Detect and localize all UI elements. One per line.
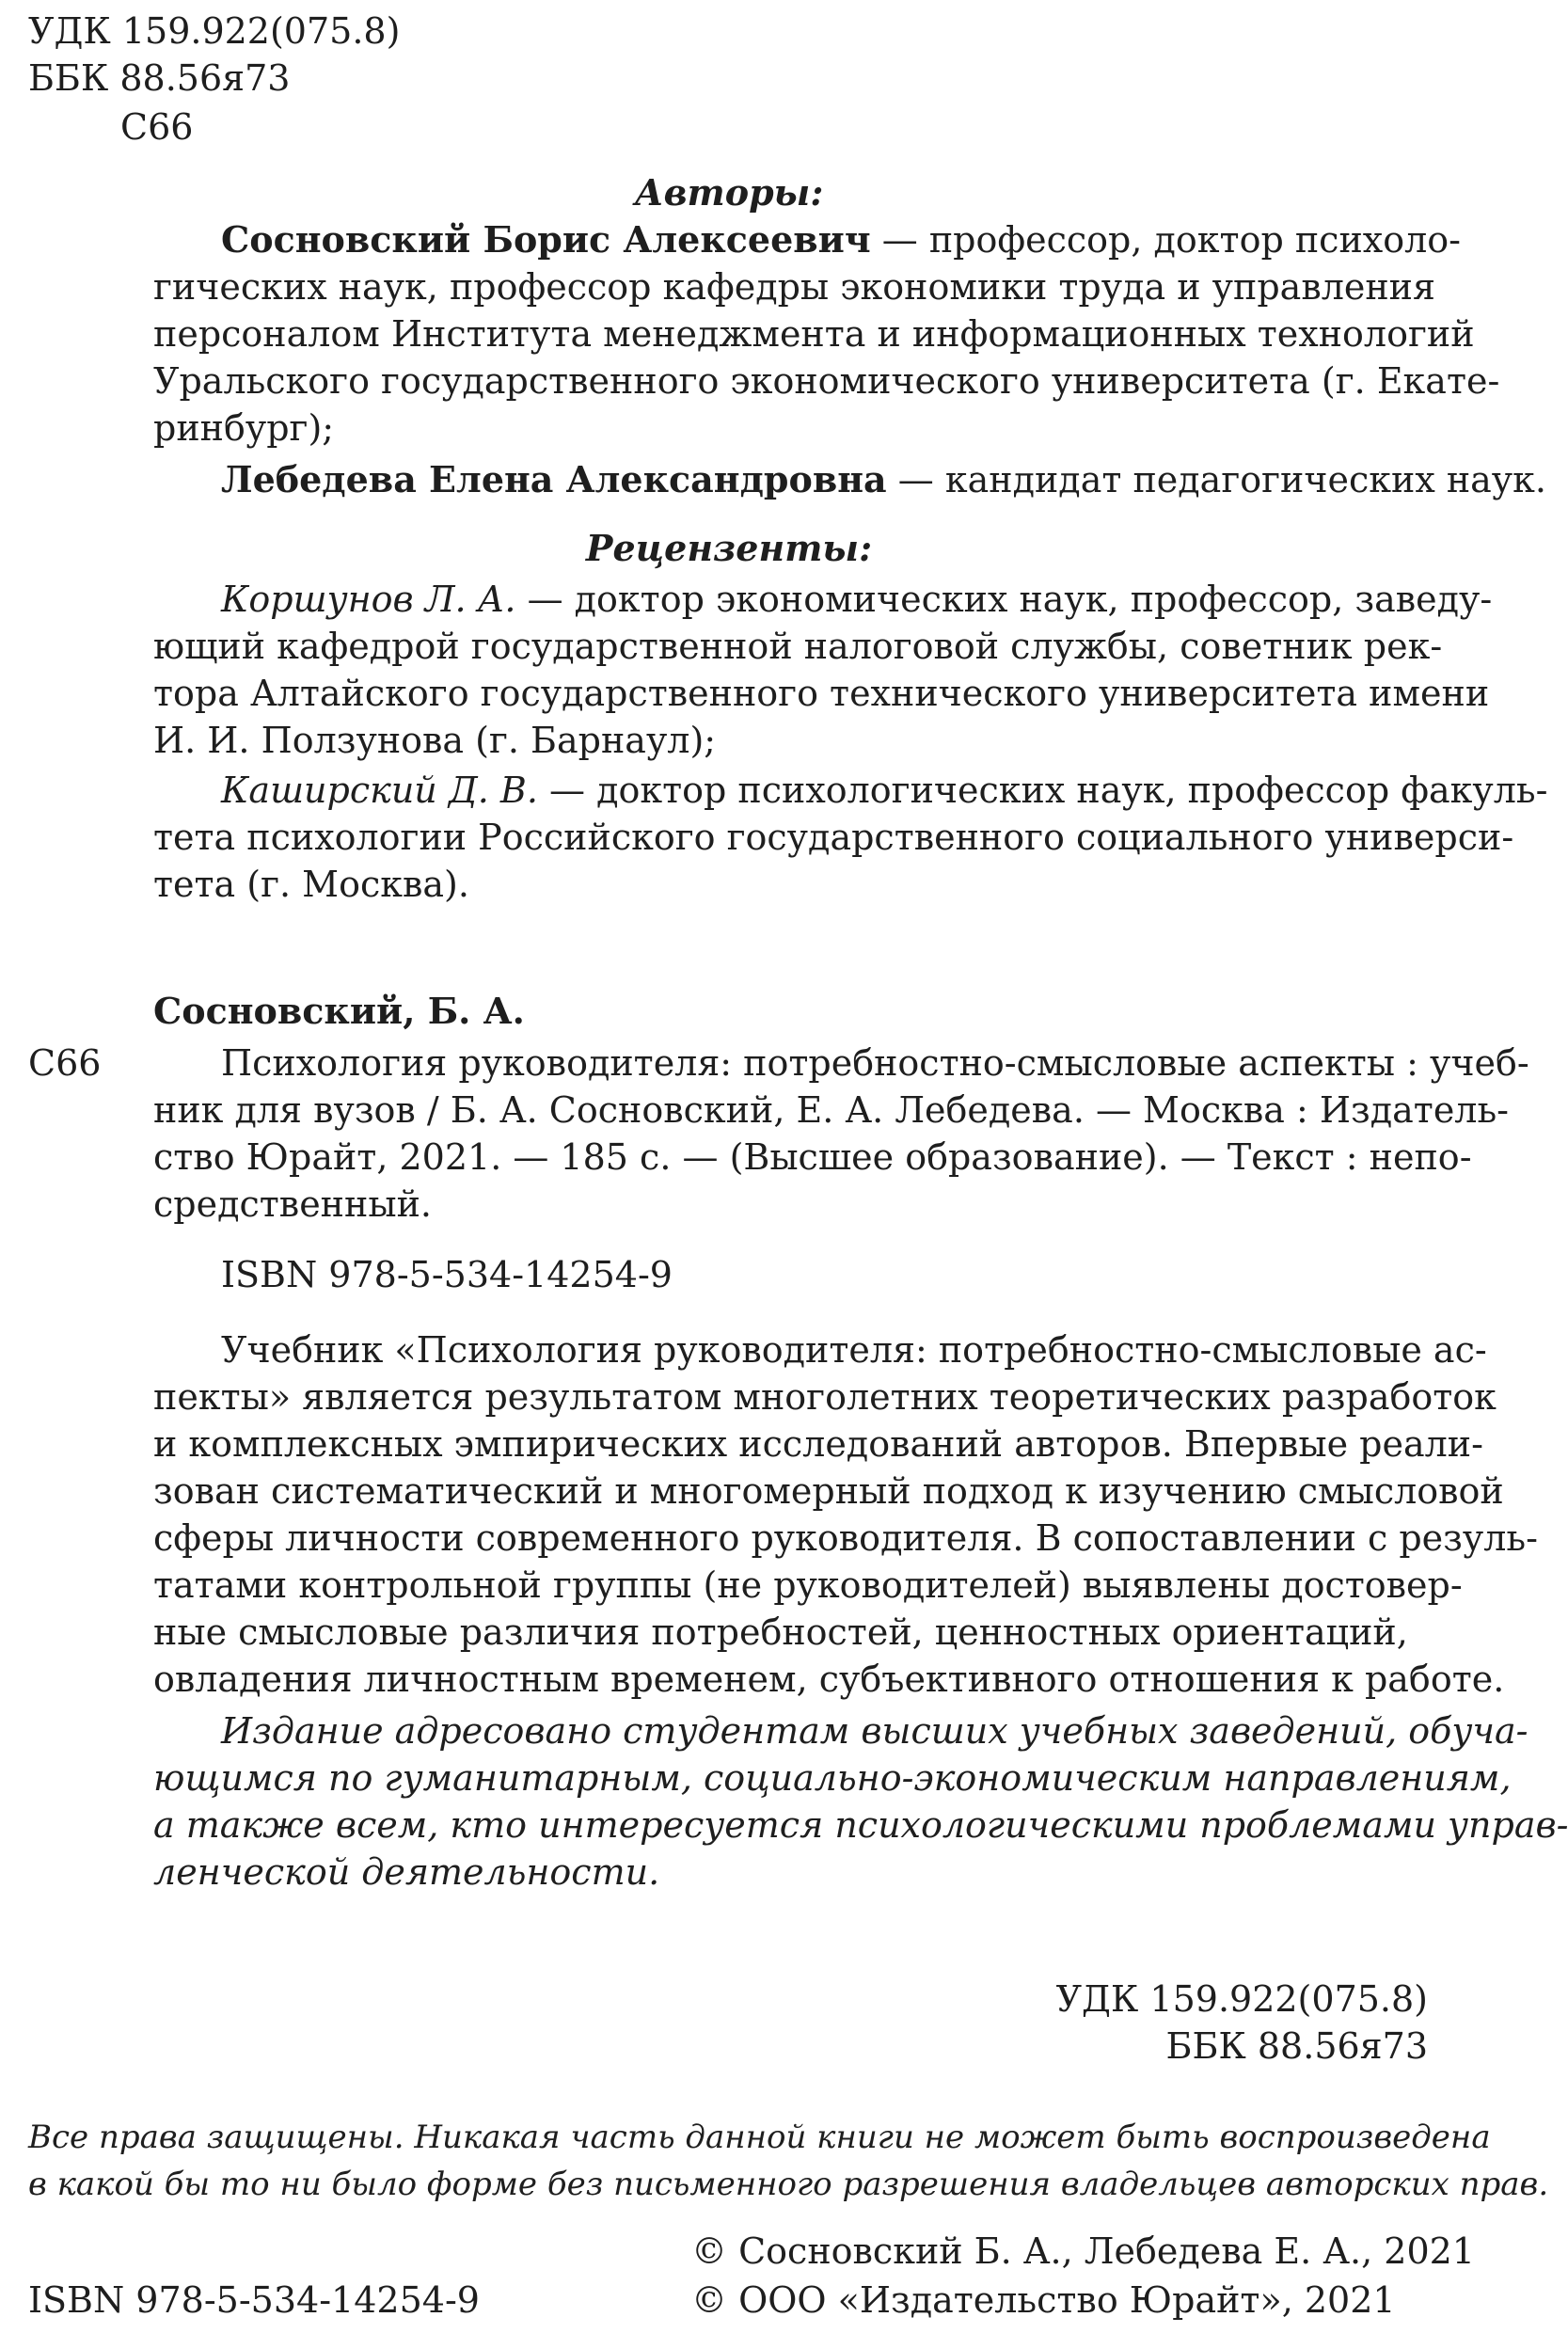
abstract-line-1: Учебник «Психология руководителя: потребностно-смысловые ас- — [221, 1329, 1487, 1371]
reviewers-heading: Рецензенты: — [585, 527, 873, 569]
abstract-line-4: зован систематический и многомерный подход к изучению смысловой — [153, 1470, 1504, 1512]
author-1-line-1 — [221, 216, 1461, 263]
bib-author: Сосновский, Б. А. — [153, 990, 525, 1032]
author-2-line — [221, 456, 1546, 503]
reviewer-1-line-3: тора Алтайского государственного технического университета имени — [153, 673, 1490, 714]
reviewer-2-name: Каширский Д. В. — [221, 770, 538, 811]
authors-heading: Авторы: — [634, 171, 824, 214]
reviewer-1-name: Коршунов Л. А. — [221, 579, 516, 620]
abstract-line-8: овладения личностным временем, субъективного отношения к работе. — [153, 1658, 1505, 1700]
audience-line-4: ленческой деятельности. — [153, 1851, 660, 1893]
reviewer-2-line-1 — [221, 767, 1547, 814]
reviewer-2-line-3: тета (г. Москва). — [153, 864, 469, 905]
author-1-line-2: гических наук, профессор кафедры экономики труда и управления — [153, 266, 1435, 308]
author-1-line-3: персоналом Института менеджмента и информационных технологий — [153, 313, 1475, 355]
author-1-line-4: Уральского государственного экономического университета (г. Екате- — [153, 360, 1500, 402]
reviewer-1-line-1 — [221, 576, 1492, 623]
audience-line-1: Издание адресовано студентам высших учебных заведений, обуча- — [221, 1710, 1528, 1752]
rights-line-1: Все права защищены. Никакая часть данной книги не может быть воспроизведена — [28, 2119, 1491, 2156]
abstract-line-3: и комплексных эмпирических исследований авторов. Впервые реали- — [153, 1423, 1483, 1465]
isbn-footer: ISBN 978-5-534-14254-9 — [28, 2279, 480, 2321]
abstract-line-7: ные смысловые различия потребностей, ценностных ориентаций, — [153, 1611, 1408, 1653]
udk-footer: УДК 159.922(075.8) — [1055, 1978, 1428, 2020]
author-1-name: Сосновский Борис Алексеевич — [221, 218, 871, 261]
author-2-desc: — кандидат педагогических наук. — [886, 459, 1546, 500]
bib-line-4: средственный. — [153, 1183, 432, 1225]
udk-header: УДК 159.922(075.8) — [28, 10, 401, 52]
abstract-line-6: татами контрольной группы (не руководителей) выявлены достовер- — [153, 1564, 1463, 1606]
bib-line-2: ник для вузов / Б. А. Сосновский, Е. А. Лебедева. — Москва : Издатель- — [153, 1089, 1509, 1131]
audience-line-2: ющимся по гуманитарным, социально-экономическим направлениям, — [153, 1757, 1512, 1799]
reviewer-1-line-2: ющий кафедрой государственной налоговой службы, советник рек- — [153, 626, 1443, 667]
copyright-authors: © Сосновский Б. А., Лебедева Е. А., 2021 — [691, 2230, 1475, 2272]
bib-isbn: ISBN 978-5-534-14254-9 — [221, 1254, 673, 1295]
bib-code: С66 — [28, 1042, 102, 1084]
audience-line-3: а также всем, кто интересуется психологическими проблемами управ- — [153, 1804, 1568, 1846]
abstract-line-5: сферы личности современного руководителя. В сопоставлении с резуль- — [153, 1517, 1538, 1559]
reviewer-1-line-4: И. И. Ползунова (г. Барнаул); — [153, 720, 717, 761]
author-2-name: Лебедева Елена Александровна — [221, 458, 887, 500]
bbk-header: ББК 88.56я73 — [28, 57, 291, 99]
bib-line-3: ство Юрайт, 2021. — 185 с. — (Высшее образование). — Текст : непо- — [153, 1136, 1472, 1178]
bib-line-1: Психология руководителя: потребностно-смысловые аспекты : учеб- — [221, 1042, 1529, 1084]
reviewer-2-desc: — доктор психологических наук, профессор факуль- — [537, 770, 1548, 811]
author-code-header: С66 — [120, 106, 194, 148]
copyright-publisher: © ООО «Издательство Юрайт», 2021 — [691, 2279, 1396, 2321]
author-1-line-5: ринбург); — [153, 407, 335, 449]
reviewer-2-line-2: тета психологии Российского государственного социального универси- — [153, 817, 1514, 858]
reviewer-1-desc: — доктор экономических наук, профессор, заведу- — [515, 579, 1493, 620]
bbk-footer: ББК 88.56я73 — [1165, 2025, 1428, 2067]
author-1-desc: — профессор, доктор психоло- — [870, 219, 1461, 261]
rights-line-2: в какой бы то ни было форме без письменного разрешения владельцев авторских прав. — [28, 2166, 1549, 2203]
abstract-line-2: пекты» является результатом многолетних теоретических разработок — [153, 1376, 1497, 1418]
